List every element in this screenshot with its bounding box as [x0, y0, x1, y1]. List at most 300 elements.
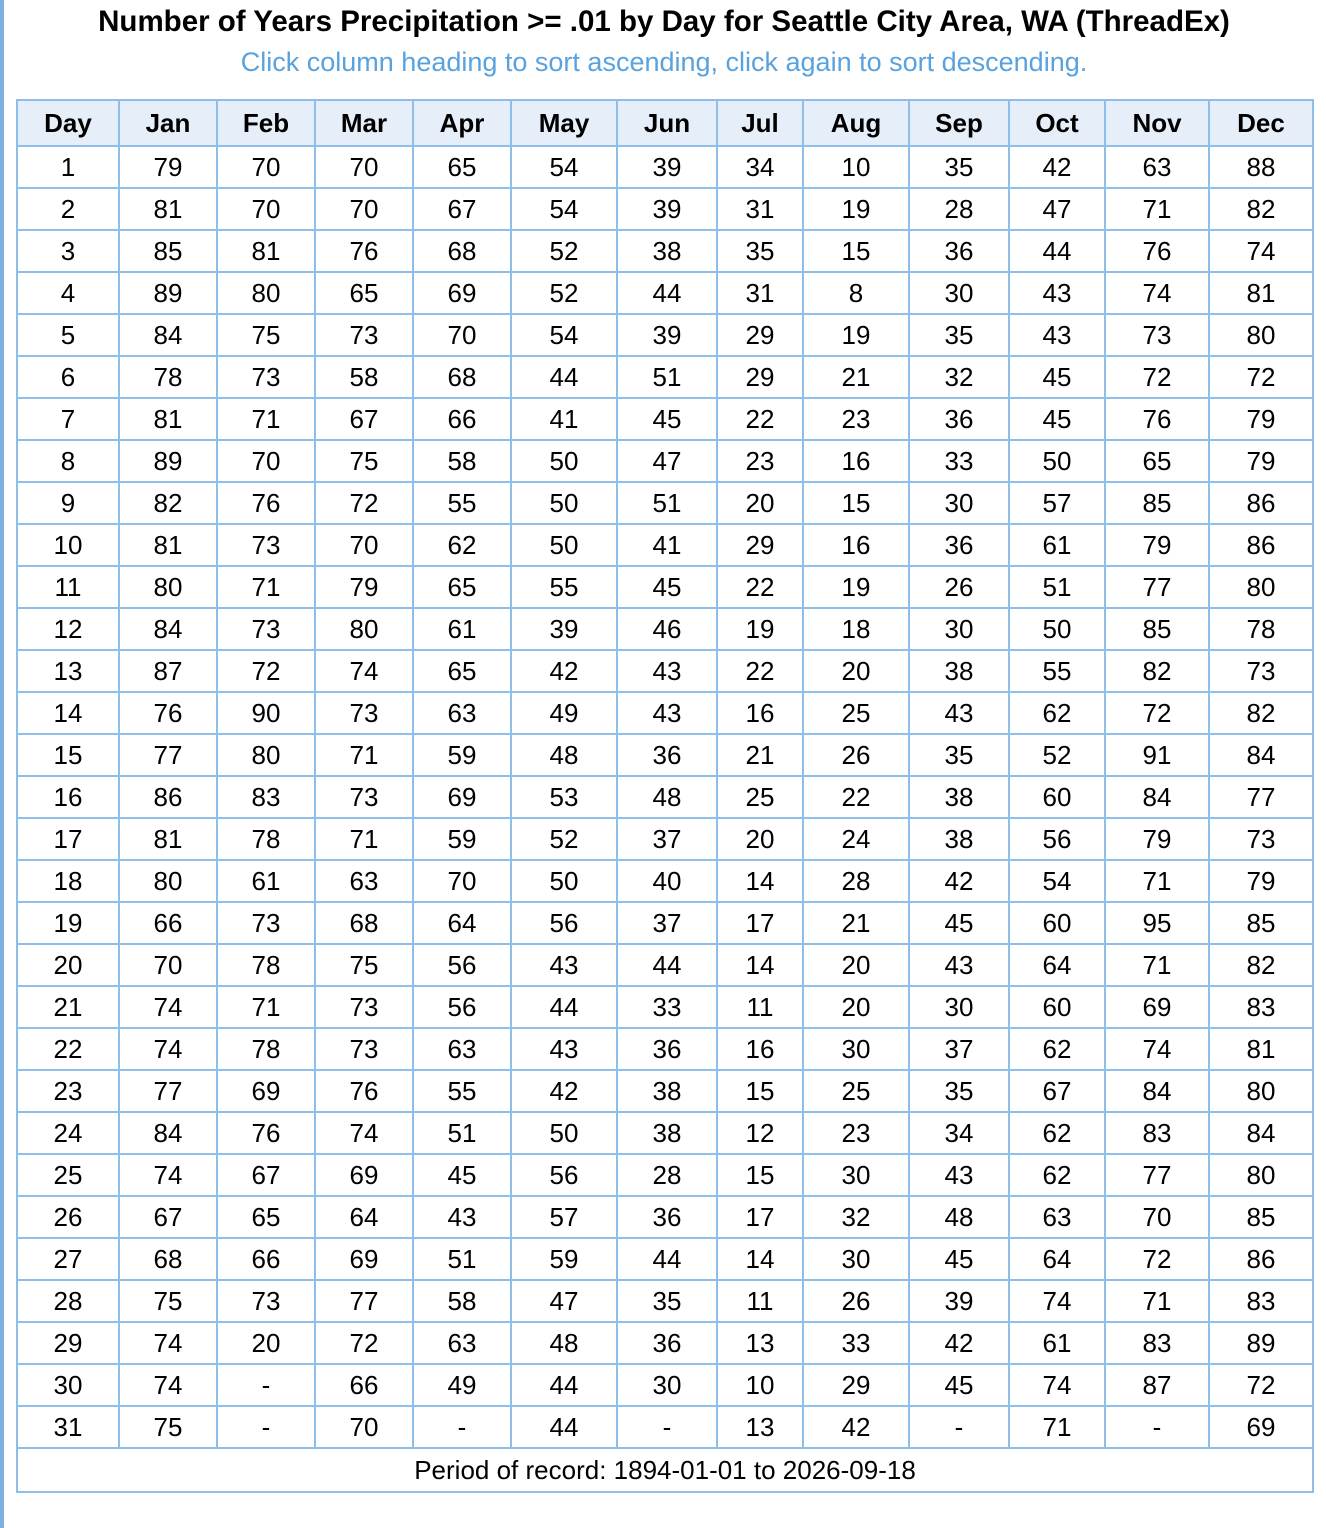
table-row	[17, 608, 1313, 650]
value-cell: 70	[315, 188, 413, 230]
value-cell: 47	[1009, 188, 1105, 230]
value-cell: 65	[315, 272, 413, 314]
value-cell: 74	[1209, 230, 1313, 272]
value-cell: 19	[717, 608, 803, 650]
value-cell: 70	[315, 146, 413, 188]
day-cell: 15	[17, 734, 119, 776]
value-cell: 70	[413, 314, 511, 356]
value-cell: 71	[217, 986, 315, 1028]
value-cell: 95	[1105, 902, 1209, 944]
value-cell: -	[909, 1406, 1009, 1448]
value-cell: 86	[1209, 482, 1313, 524]
value-cell: 29	[803, 1364, 909, 1406]
value-cell: 60	[1009, 776, 1105, 818]
value-cell: 56	[413, 944, 511, 986]
value-cell: 38	[909, 818, 1009, 860]
value-cell: 73	[217, 356, 315, 398]
column-header-jan[interactable]: Jan	[119, 100, 217, 146]
column-header-dec[interactable]: Dec	[1209, 100, 1313, 146]
value-cell: 62	[1009, 692, 1105, 734]
value-cell: 78	[1209, 608, 1313, 650]
value-cell: 80	[1209, 566, 1313, 608]
value-cell: 57	[511, 1196, 617, 1238]
value-cell: 13	[717, 1322, 803, 1364]
value-cell: 25	[717, 776, 803, 818]
value-cell: 60	[1009, 902, 1105, 944]
day-cell: 1	[17, 146, 119, 188]
table-row	[17, 1238, 1313, 1280]
value-cell: 83	[1209, 1280, 1313, 1322]
column-header-mar[interactable]: Mar	[315, 100, 413, 146]
day-cell: 4	[17, 272, 119, 314]
value-cell: 16	[803, 524, 909, 566]
value-cell: 19	[803, 314, 909, 356]
value-cell: 73	[217, 902, 315, 944]
value-cell: 82	[1209, 692, 1313, 734]
value-cell: 71	[1105, 188, 1209, 230]
value-cell: 71	[315, 818, 413, 860]
day-cell: 6	[17, 356, 119, 398]
value-cell: 84	[1209, 1112, 1313, 1154]
value-cell: 67	[217, 1154, 315, 1196]
table-row	[17, 1112, 1313, 1154]
value-cell: 41	[617, 524, 717, 566]
value-cell: 89	[119, 440, 217, 482]
value-cell: 79	[119, 146, 217, 188]
column-header-jul[interactable]: Jul	[717, 100, 803, 146]
value-cell: 22	[717, 650, 803, 692]
value-cell: 15	[717, 1154, 803, 1196]
value-cell: 43	[511, 1028, 617, 1070]
value-cell: 56	[1009, 818, 1105, 860]
value-cell: 68	[119, 1238, 217, 1280]
day-cell: 21	[17, 986, 119, 1028]
column-header-oct[interactable]: Oct	[1009, 100, 1105, 146]
value-cell: 43	[909, 692, 1009, 734]
value-cell: 76	[1105, 398, 1209, 440]
value-cell: 77	[1105, 566, 1209, 608]
value-cell: 91	[1105, 734, 1209, 776]
value-cell: 83	[217, 776, 315, 818]
column-header-aug[interactable]: Aug	[803, 100, 909, 146]
value-cell: 63	[1105, 146, 1209, 188]
value-cell: 20	[803, 650, 909, 692]
value-cell: 73	[315, 692, 413, 734]
value-cell: 17	[717, 902, 803, 944]
value-cell: 44	[617, 272, 717, 314]
value-cell: 78	[217, 944, 315, 986]
value-cell: 81	[119, 398, 217, 440]
value-cell: 59	[413, 818, 511, 860]
table-row	[17, 1196, 1313, 1238]
value-cell: 8	[803, 272, 909, 314]
value-cell: 20	[717, 818, 803, 860]
table-row	[17, 944, 1313, 986]
value-cell: 22	[717, 398, 803, 440]
value-cell: 28	[909, 188, 1009, 230]
value-cell: 73	[315, 776, 413, 818]
value-cell: 34	[717, 146, 803, 188]
value-cell: 74	[119, 1028, 217, 1070]
value-cell: 35	[617, 1280, 717, 1322]
value-cell: 55	[413, 482, 511, 524]
value-cell: 74	[1009, 1364, 1105, 1406]
value-cell: 89	[119, 272, 217, 314]
value-cell: 82	[119, 482, 217, 524]
value-cell: 70	[315, 1406, 413, 1448]
value-cell: 38	[617, 1070, 717, 1112]
value-cell: 56	[511, 902, 617, 944]
value-cell: 75	[217, 314, 315, 356]
value-cell: 76	[315, 1070, 413, 1112]
value-cell: 37	[909, 1028, 1009, 1070]
value-cell: 85	[1209, 902, 1313, 944]
value-cell: 81	[217, 230, 315, 272]
value-cell: 45	[617, 398, 717, 440]
value-cell: 51	[413, 1238, 511, 1280]
sort-instructions: Click column heading to sort ascending, click again to sort descending.	[240, 47, 1088, 77]
value-cell: 10	[803, 146, 909, 188]
value-cell: 84	[119, 1112, 217, 1154]
value-cell: 69	[217, 1070, 315, 1112]
value-cell: 48	[511, 1322, 617, 1364]
day-cell: 11	[17, 566, 119, 608]
value-cell: 69	[413, 776, 511, 818]
table-row	[17, 314, 1313, 356]
value-cell: 20	[217, 1322, 315, 1364]
value-cell: 35	[909, 146, 1009, 188]
value-cell: 50	[511, 1112, 617, 1154]
value-cell: 58	[413, 1280, 511, 1322]
value-cell: 86	[1209, 524, 1313, 566]
value-cell: 12	[717, 1112, 803, 1154]
value-cell: 39	[511, 608, 617, 650]
value-cell: 84	[1105, 1070, 1209, 1112]
value-cell: 71	[315, 734, 413, 776]
value-cell: 45	[617, 566, 717, 608]
value-cell: 67	[413, 188, 511, 230]
value-cell: 45	[909, 1238, 1009, 1280]
column-header-day[interactable]: Day	[17, 100, 119, 146]
value-cell: 78	[217, 1028, 315, 1070]
day-cell: 2	[17, 188, 119, 230]
day-cell: 7	[17, 398, 119, 440]
value-cell: 78	[217, 818, 315, 860]
value-cell: 80	[119, 566, 217, 608]
day-cell: 27	[17, 1238, 119, 1280]
value-cell: 71	[1105, 1280, 1209, 1322]
value-cell: 11	[717, 1280, 803, 1322]
table-row	[17, 482, 1313, 524]
value-cell: 46	[617, 608, 717, 650]
day-cell: 5	[17, 314, 119, 356]
value-cell: 14	[717, 1238, 803, 1280]
day-cell: 25	[17, 1154, 119, 1196]
value-cell: 70	[217, 188, 315, 230]
value-cell: 81	[119, 524, 217, 566]
day-cell: 24	[17, 1112, 119, 1154]
value-cell: 66	[413, 398, 511, 440]
table-row	[17, 272, 1313, 314]
value-cell: 72	[1209, 1364, 1313, 1406]
value-cell: 73	[315, 314, 413, 356]
value-cell: 79	[1105, 818, 1209, 860]
table-row	[17, 776, 1313, 818]
value-cell: 71	[217, 398, 315, 440]
value-cell: 43	[511, 944, 617, 986]
value-cell: 26	[803, 734, 909, 776]
value-cell: 61	[217, 860, 315, 902]
value-cell: 84	[119, 314, 217, 356]
table-row	[17, 398, 1313, 440]
value-cell: 20	[803, 986, 909, 1028]
value-cell: 51	[617, 356, 717, 398]
value-cell: 73	[315, 986, 413, 1028]
value-cell: 78	[119, 356, 217, 398]
value-cell: 42	[803, 1406, 909, 1448]
column-header-may[interactable]: May	[511, 100, 617, 146]
value-cell: 67	[1009, 1070, 1105, 1112]
column-header-nov[interactable]: Nov	[1105, 100, 1209, 146]
value-cell: 21	[717, 734, 803, 776]
value-cell: 32	[909, 356, 1009, 398]
value-cell: 43	[413, 1196, 511, 1238]
value-cell: 71	[217, 566, 315, 608]
value-cell: 14	[717, 860, 803, 902]
value-cell: 74	[315, 1112, 413, 1154]
value-cell: 38	[617, 230, 717, 272]
day-cell: 19	[17, 902, 119, 944]
value-cell: 80	[1209, 1154, 1313, 1196]
value-cell: 83	[1105, 1322, 1209, 1364]
value-cell: 36	[909, 230, 1009, 272]
value-cell: 33	[617, 986, 717, 1028]
value-cell: 21	[803, 902, 909, 944]
value-cell: 58	[413, 440, 511, 482]
table-row	[17, 1364, 1313, 1406]
value-cell: 80	[315, 608, 413, 650]
table-row	[17, 146, 1313, 188]
value-cell: 59	[413, 734, 511, 776]
value-cell: 73	[315, 1028, 413, 1070]
value-cell: 52	[511, 818, 617, 860]
value-cell: 87	[1105, 1364, 1209, 1406]
day-cell: 20	[17, 944, 119, 986]
value-cell: 81	[119, 188, 217, 230]
day-cell: 13	[17, 650, 119, 692]
value-cell: 73	[1209, 650, 1313, 692]
value-cell: 90	[217, 692, 315, 734]
value-cell: 23	[803, 398, 909, 440]
table-row	[17, 986, 1313, 1028]
value-cell: 64	[1009, 1238, 1105, 1280]
value-cell: 79	[1209, 398, 1313, 440]
value-cell: 73	[217, 524, 315, 566]
value-cell: 42	[1009, 146, 1105, 188]
value-cell: 25	[803, 692, 909, 734]
column-header-jun[interactable]: Jun	[617, 100, 717, 146]
value-cell: 84	[119, 608, 217, 650]
value-cell: 64	[315, 1196, 413, 1238]
table-row	[17, 818, 1313, 860]
day-cell: 10	[17, 524, 119, 566]
value-cell: 30	[803, 1154, 909, 1196]
value-cell: 45	[909, 902, 1009, 944]
value-cell: 63	[413, 1028, 511, 1070]
day-cell: 30	[17, 1364, 119, 1406]
value-cell: 82	[1209, 188, 1313, 230]
value-cell: 69	[315, 1238, 413, 1280]
value-cell: 51	[413, 1112, 511, 1154]
day-cell: 9	[17, 482, 119, 524]
value-cell: 36	[617, 1322, 717, 1364]
value-cell: 80	[1209, 1070, 1313, 1112]
column-header-apr[interactable]: Apr	[413, 100, 511, 146]
value-cell: 85	[119, 230, 217, 272]
value-cell: 48	[617, 776, 717, 818]
table-footer-row	[17, 1448, 1313, 1492]
column-header-feb[interactable]: Feb	[217, 100, 315, 146]
value-cell: 72	[1105, 1238, 1209, 1280]
value-cell: 84	[1209, 734, 1313, 776]
value-cell: 62	[1009, 1028, 1105, 1070]
value-cell: 76	[315, 230, 413, 272]
value-cell: 36	[617, 1196, 717, 1238]
day-cell: 17	[17, 818, 119, 860]
value-cell: 54	[1009, 860, 1105, 902]
value-cell: 61	[1009, 1322, 1105, 1364]
value-cell: 44	[511, 1364, 617, 1406]
value-cell: 37	[617, 818, 717, 860]
value-cell: 74	[119, 1154, 217, 1196]
value-cell: -	[217, 1364, 315, 1406]
value-cell: 62	[413, 524, 511, 566]
value-cell: 44	[1009, 230, 1105, 272]
value-cell: 76	[217, 1112, 315, 1154]
value-cell: 50	[511, 524, 617, 566]
value-cell: 29	[717, 524, 803, 566]
value-cell: 52	[511, 272, 617, 314]
table-row	[17, 1154, 1313, 1196]
value-cell: 43	[617, 650, 717, 692]
value-cell: 77	[1209, 776, 1313, 818]
value-cell: 66	[119, 902, 217, 944]
value-cell: 38	[909, 776, 1009, 818]
value-cell: 57	[1009, 482, 1105, 524]
value-cell: 43	[617, 692, 717, 734]
value-cell: 35	[717, 230, 803, 272]
value-cell: 62	[1009, 1154, 1105, 1196]
value-cell: 19	[803, 566, 909, 608]
value-cell: 45	[1009, 398, 1105, 440]
day-cell: 26	[17, 1196, 119, 1238]
value-cell: 53	[511, 776, 617, 818]
value-cell: 30	[909, 272, 1009, 314]
value-cell: 85	[1105, 608, 1209, 650]
value-cell: 24	[803, 818, 909, 860]
value-cell: 44	[511, 1406, 617, 1448]
value-cell: 56	[413, 986, 511, 1028]
value-cell: -	[217, 1406, 315, 1448]
day-cell: 22	[17, 1028, 119, 1070]
value-cell: 33	[909, 440, 1009, 482]
value-cell: 43	[909, 944, 1009, 986]
value-cell: 48	[511, 734, 617, 776]
value-cell: 87	[119, 650, 217, 692]
value-cell: 31	[717, 272, 803, 314]
value-cell: 74	[119, 1322, 217, 1364]
value-cell: 70	[315, 524, 413, 566]
value-cell: 42	[511, 1070, 617, 1112]
value-cell: 72	[1105, 692, 1209, 734]
value-cell: 73	[217, 608, 315, 650]
value-cell: 80	[1209, 314, 1313, 356]
value-cell: 69	[413, 272, 511, 314]
value-cell: 72	[217, 650, 315, 692]
value-cell: 44	[511, 356, 617, 398]
value-cell: 74	[315, 650, 413, 692]
value-cell: 36	[617, 1028, 717, 1070]
value-cell: 44	[617, 944, 717, 986]
value-cell: 10	[717, 1364, 803, 1406]
value-cell: 69	[315, 1154, 413, 1196]
value-cell: 36	[617, 734, 717, 776]
value-cell: 76	[217, 482, 315, 524]
value-cell: 52	[1009, 734, 1105, 776]
value-cell: 54	[511, 188, 617, 230]
value-cell: 81	[119, 818, 217, 860]
value-cell: 55	[1009, 650, 1105, 692]
value-cell: 20	[717, 482, 803, 524]
value-cell: 88	[1209, 146, 1313, 188]
value-cell: 21	[803, 356, 909, 398]
value-cell: 22	[717, 566, 803, 608]
column-header-sep[interactable]: Sep	[909, 100, 1009, 146]
table-row	[17, 356, 1313, 398]
value-cell: 58	[315, 356, 413, 398]
value-cell: 74	[119, 1364, 217, 1406]
day-cell: 31	[17, 1406, 119, 1448]
value-cell: 77	[1105, 1154, 1209, 1196]
value-cell: 45	[909, 1364, 1009, 1406]
value-cell: 45	[413, 1154, 511, 1196]
value-cell: 81	[1209, 272, 1313, 314]
value-cell: 22	[803, 776, 909, 818]
value-cell: 35	[909, 734, 1009, 776]
value-cell: 75	[119, 1406, 217, 1448]
value-cell: 23	[803, 1112, 909, 1154]
value-cell: 15	[717, 1070, 803, 1112]
value-cell: 23	[717, 440, 803, 482]
value-cell: 63	[413, 1322, 511, 1364]
value-cell: 80	[217, 734, 315, 776]
value-cell: 54	[511, 146, 617, 188]
value-cell: 49	[511, 692, 617, 734]
value-cell: 65	[217, 1196, 315, 1238]
value-cell: 32	[803, 1196, 909, 1238]
value-cell: 49	[413, 1364, 511, 1406]
value-cell: 39	[617, 314, 717, 356]
value-cell: 39	[617, 146, 717, 188]
value-cell: 16	[717, 692, 803, 734]
day-cell: 23	[17, 1070, 119, 1112]
value-cell: 82	[1105, 650, 1209, 692]
precipitation-table	[16, 99, 1314, 1493]
value-cell: 72	[1105, 356, 1209, 398]
table-row	[17, 734, 1313, 776]
day-cell: 3	[17, 230, 119, 272]
value-cell: 75	[315, 440, 413, 482]
